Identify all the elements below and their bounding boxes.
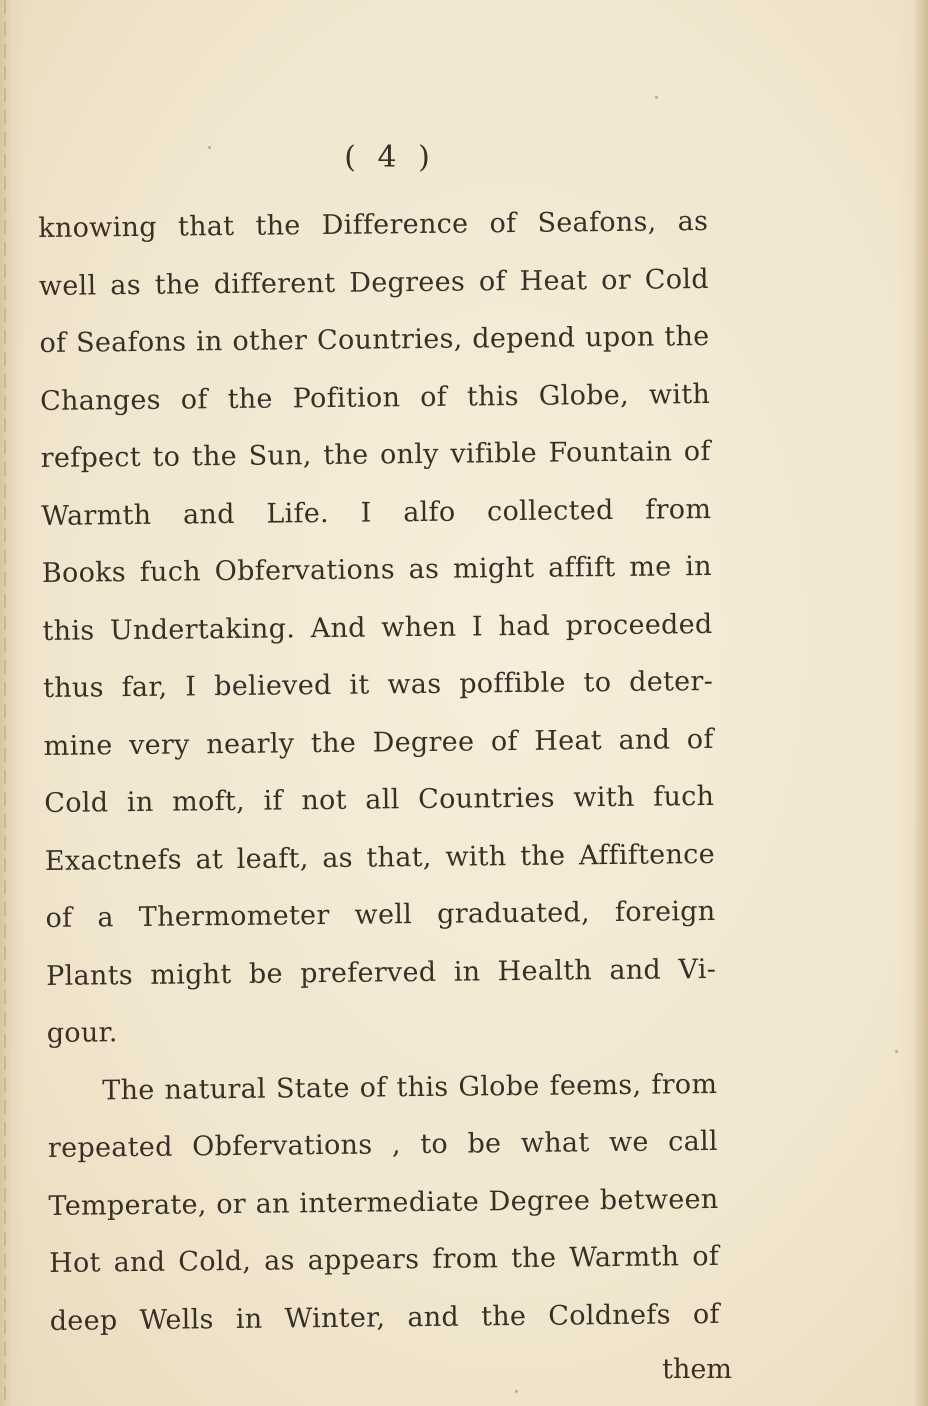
text-line: Exactnefs at leaft, as that, with the Affiftence: [44, 838, 716, 877]
text-line: of a Thermometer well graduated, foreign: [45, 895, 716, 934]
text-line: Books fuch Obfervations as might affift me in: [41, 550, 713, 589]
paper-speck: [515, 1390, 518, 1393]
paragraph-first-line: The natural State of this Globe feems, from: [102, 1068, 718, 1106]
text-line: well as the different Degrees of Heat or Cold: [38, 263, 710, 302]
text-line: Temperate, or an intermediate Degree between: [48, 1183, 719, 1222]
text-line: Changes of the Pofition of this Globe, with: [39, 378, 711, 417]
text-line: repeated Obfervations , to be what we call: [47, 1125, 719, 1164]
text-line: mine very nearly the Degree of Heat and of: [43, 723, 714, 762]
binding-stitch-line: [4, 0, 6, 1406]
text-line: Plants might be preferved in Health and Vi-: [45, 953, 717, 992]
page-number: ( 4 ): [344, 140, 436, 175]
text-line: Hot and Cold, as appears from the Warmth of: [48, 1240, 720, 1279]
page-edge-shadow: [898, 0, 928, 1406]
text-line: gour.: [46, 1017, 118, 1049]
text-line: Warmth and Life. I alfo collected from: [41, 493, 712, 532]
paper-speck: [895, 1050, 898, 1053]
body-text: [38, 193, 720, 1350]
catchword: them: [662, 1354, 732, 1385]
text-line: knowing that the Difference of Seafons, as: [38, 205, 709, 244]
paper-speck: [655, 96, 658, 99]
text-line: thus far, I believed it was poffible to deter-: [42, 665, 714, 704]
text-line: refpect to the Sun, the only vifible Fountain of: [40, 435, 711, 474]
text-line: deep Wells in Winter, and the Coldnefs of: [49, 1298, 720, 1337]
text-line: of Seafons in other Countries, depend upon the: [39, 320, 710, 359]
text-line: Cold in moft, if not all Countries with fuch: [44, 780, 715, 819]
text-line: this Undertaking. And when I had proceeded: [42, 608, 713, 647]
